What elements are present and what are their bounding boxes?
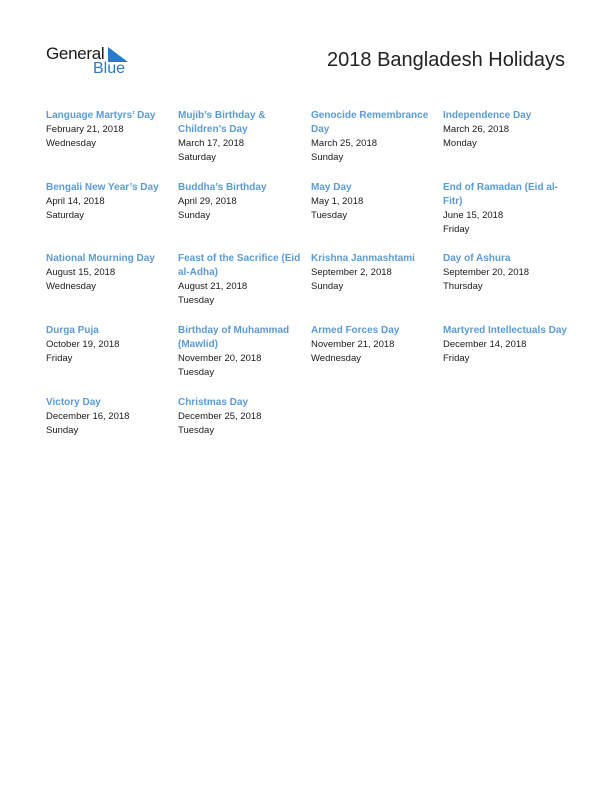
logo-word-general: General [46, 44, 105, 63]
holiday-date: April 29, 2018 [178, 196, 237, 207]
holiday-date: April 14, 2018 [46, 196, 105, 207]
holiday-name: National Mourning Day [46, 253, 155, 264]
holiday-item [443, 252, 567, 294]
holiday-date: March 26, 2018 [443, 124, 510, 135]
holiday-date: October 19, 2018 [46, 339, 120, 350]
holiday-date: February 21, 2018 [46, 124, 124, 135]
holiday-date: March 17, 2018 [178, 138, 245, 149]
holiday-name: Birthday of Muhammad (Mawlid) [178, 325, 290, 350]
holiday-item [443, 109, 567, 151]
generalblue-logo [46, 44, 136, 80]
holiday-name: Martyred Intellectuals Day [443, 325, 567, 336]
holiday-date: September 20, 2018 [443, 267, 530, 278]
holiday-item [178, 324, 302, 380]
holiday-name: Language Martyrs’ Day [46, 110, 156, 121]
holiday-weekday: Thursday [443, 281, 483, 292]
holiday-item [46, 109, 170, 151]
holiday-item [311, 181, 435, 223]
holiday-item [443, 324, 567, 366]
holiday-item [178, 252, 302, 308]
holiday-name: Christmas Day [178, 397, 249, 408]
holiday-name: Victory Day [46, 397, 101, 408]
holiday-weekday: Friday [46, 353, 73, 364]
holiday-name: Day of Ashura [443, 253, 511, 264]
holiday-weekday: Sunday [311, 281, 344, 292]
holiday-item [46, 181, 170, 223]
holiday-item [311, 109, 435, 165]
holiday-name: May Day [311, 182, 352, 193]
holiday-name: Armed Forces Day [311, 325, 400, 336]
holiday-name: Feast of the Sacrifice (Eid al-Adha) [178, 253, 301, 278]
holiday-item [178, 396, 302, 438]
holiday-weekday: Friday [443, 224, 470, 235]
holiday-name: End of Ramadan (Eid al-Fitr) [443, 182, 559, 207]
holiday-weekday: Monday [443, 138, 477, 149]
holiday-item [46, 324, 170, 366]
holiday-item [311, 324, 435, 366]
holiday-name: Bengali New Year’s Day [46, 182, 159, 193]
holiday-name: Krishna Janmashtami [311, 253, 415, 264]
holiday-date: May 1, 2018 [311, 196, 364, 207]
logo-word-blue: Blue [93, 60, 126, 77]
holiday-item [311, 252, 435, 294]
holiday-name: Mujib’s Birthday & Children’s Day [178, 110, 266, 135]
holiday-item [46, 396, 170, 438]
holiday-item [46, 252, 170, 294]
holiday-weekday: Wednesday [46, 281, 96, 292]
holiday-date: September 2, 2018 [311, 267, 392, 278]
holiday-date: December 14, 2018 [443, 339, 527, 350]
holiday-weekday: Saturday [178, 152, 217, 163]
holiday-date: November 20, 2018 [178, 353, 262, 364]
holiday-item [178, 109, 302, 165]
holiday-date: March 25, 2018 [311, 138, 378, 149]
holiday-weekday: Friday [443, 353, 470, 364]
holiday-weekday: Tuesday [178, 367, 215, 378]
holiday-date: December 25, 2018 [178, 411, 262, 422]
holiday-date: November 21, 2018 [311, 339, 395, 350]
holiday-name: Independence Day [443, 110, 532, 121]
page-title: 2018 Bangladesh Holidays [327, 49, 565, 71]
holiday-name: Buddha’s Birthday [178, 182, 267, 193]
holiday-weekday: Wednesday [46, 138, 96, 149]
holiday-weekday: Sunday [46, 425, 79, 436]
holiday-name: Durga Puja [46, 325, 99, 336]
holiday-weekday: Saturday [46, 210, 85, 221]
holiday-date: August 21, 2018 [178, 281, 248, 292]
holiday-date: June 15, 2018 [443, 210, 504, 221]
holiday-item [178, 181, 302, 223]
holiday-weekday: Sunday [178, 210, 211, 221]
holiday-weekday: Sunday [311, 152, 344, 163]
holiday-weekday: Tuesday [311, 210, 348, 221]
holiday-name: Genocide Remembrance Day [311, 110, 429, 135]
holiday-weekday: Tuesday [178, 425, 215, 436]
holiday-weekday: Tuesday [178, 295, 215, 306]
holiday-date: August 15, 2018 [46, 267, 116, 278]
holiday-date: December 16, 2018 [46, 411, 130, 422]
holiday-item [443, 181, 567, 237]
holiday-weekday: Wednesday [311, 353, 361, 364]
